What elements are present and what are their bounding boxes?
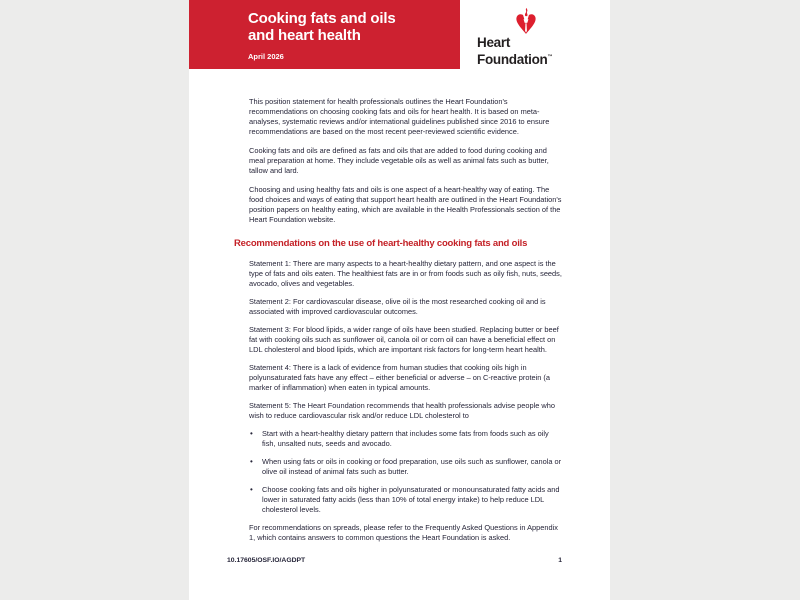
section-heading: Recommendations on the use of heart-healthy cooking fats and oils — [234, 238, 528, 249]
bullet-item-3: • Choose cooking fats and oils higher in polyunsaturated or monounsaturated fatty acids and lower in saturated fatty acids (less than 10% of total energy intake) to help reduce LDL cholesterol levels. — [249, 485, 562, 515]
document-body — [189, 0, 610, 552]
statement-1: Statement 1: There are many aspects to a heart-healthy dietary pattern, and one aspect is the type of fats and oils eaten. The healthiest fats are in or from foods such as oily fish, nuts, seeds, avocado, olives and vegetables. — [249, 259, 562, 288]
page-footer — [227, 557, 562, 564]
statement-3: Statement 3: For blood lipids, a wider range of oils have been studied. Replacing butter or beef fat with cooking oils such as sunflower oil, canola oil or corn oil can have a beneficial effect on LDL cholesterol and blood lipids, which are important risk factors for long-term heart health. — [249, 325, 559, 354]
statement-4: Statement 4: There is a lack of evidence from human studies that cooking oils high in polyunsaturated fats have any effect – either beneficial or adverse – on C-reactive protein (a marker of inflammation) when eaten in typical amounts. — [249, 363, 551, 392]
statement-2: Statement 2: For cardiovascular disease, olive oil is the most researched cooking oil and is associated with improved cardiovascular outcomes. — [249, 297, 546, 316]
intro-paragraph-2: Cooking fats and oils are defined as fats and oils that are added to food during cooking and meal preparation at home. They include vegetable oils as well as animal fats such as butter, tallow and lard. — [249, 146, 549, 175]
bullet-item-1: • Start with a heart-healthy dietary pattern that includes some fats from foods such as oily fish, unsalted nuts, seeds and avocado. — [249, 429, 562, 449]
trademark-symbol: ™ — [547, 54, 553, 60]
closing-paragraph: For recommendations on spreads, please refer to the Frequently Asked Questions in Appendix 1, which contains answers to common questions the Heart Foundation is asked. — [249, 523, 558, 542]
intro-paragraph-3: Choosing and using healthy fats and oils is one aspect of a heart-healthy way of eating. The food choices and ways of eating that support heart health are outlined in the Heart Foundation's position papers on healthy eating, which are available in the Health Professionals section of the Heart Foundation website. — [249, 185, 562, 224]
page-number: 1 — [558, 557, 562, 564]
page-title-line2: and heart health — [248, 27, 361, 44]
page-title-line1: Cooking fats and oils — [248, 10, 396, 27]
logo-word-foundation: Foundation™ — [477, 52, 553, 67]
publication-date: April 2026 — [248, 52, 284, 61]
intro-paragraph-1: This position statement for health professionals outlines the Heart Foundation's recommendations on choosing cooking fats and oils for heart health. It is based on meta-analyses, systematic reviews and/or international guidelines published since 2016 to ensure recommendations are based on the most recent peer-reviewed scientific evidence. — [249, 97, 550, 136]
document-page — [189, 0, 610, 600]
statement-5: Statement 5: The Heart Foundation recommends that health professionals advise people who wish to reduce cardiovascular risk and/or reduce LDL cholesterol to — [249, 401, 555, 420]
doi-reference: 10.17605/OSF.IO/AGDPT — [227, 557, 306, 564]
logo-word-heart: Heart — [477, 35, 511, 50]
bullet-item-2: • When using fats or oils in cooking or food preparation, use oils such as sunflower, canola or olive oil instead of animal fats such as butter. — [249, 457, 562, 477]
recommendation-bullet-list — [249, 429, 562, 515]
